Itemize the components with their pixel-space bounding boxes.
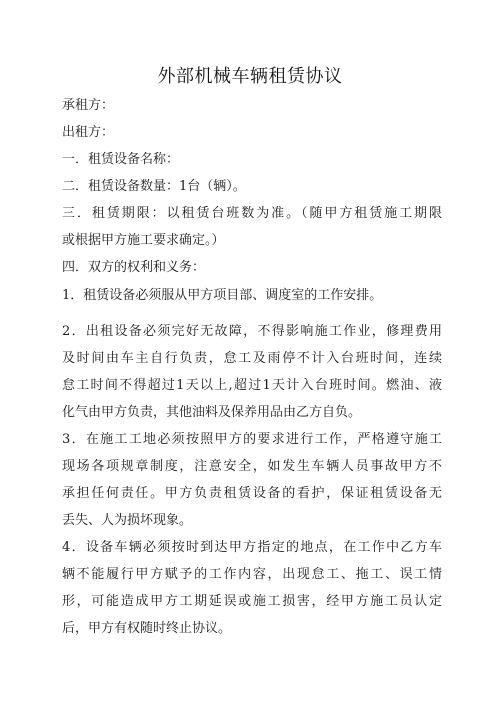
item-4-line-2: 辆不能履行甲方赋予的工作内容，出现怠工、拖工、误工情 (62, 567, 442, 582)
item-3-line-2: 现场各项规章制度，注意安全，如发生车辆人员事故甲方不 (62, 459, 442, 474)
item-2-line-2: 及时间由车主自行负责，怠工及雨停不计入台班时间，连续 (62, 351, 442, 366)
lessee-line: 承租方： (62, 98, 115, 113)
item-1-line: 1．租赁设备必须服从甲方项目部、调度室的工作安排。 (62, 288, 383, 303)
item-4-line-1: 4．设备车辆必须按时到达甲方指定的地点，在工作中乙方车 (62, 540, 442, 555)
clause-4-rights-obligations: 四．双方的权利和义务： (62, 260, 206, 275)
item-4-line-3: 形，可能造成甲方工期延误或施工损害，经甲方施工员认定 (62, 594, 442, 609)
item-2-line-1: 2．出租设备必须完好无故障，不得影响施工作业，修理费用 (62, 324, 442, 339)
clause-3-lease-term: 三．租赁期限：以租赁台班数为准。（随甲方租赁施工期限 (62, 206, 442, 221)
item-3-line-4: 丢失、人为损坏现象。 (62, 513, 193, 528)
lessor-line: 出租方： (62, 125, 115, 140)
item-4-line-4: 后，甲方有权随时终止协议。 (62, 621, 232, 636)
clause-2-equipment-quantity: 二．租赁设备数量：1台（辆）。 (62, 179, 246, 194)
document-title: 外部机械车辆租赁协议 (157, 66, 343, 87)
item-3-line-3: 承担任何责任。甲方负责租赁设备的看护，保证租赁设备无 (62, 486, 442, 501)
item-2-line-3: 怠工时间不得超过1天以上,超过1天计入台班时间。燃油、液 (62, 378, 442, 393)
item-2-line-4: 化气由甲方负责，其他油料及保养用品由乙方自负。 (62, 405, 362, 420)
clause-3-lease-term-cont: 或根据甲方施工要求确定。） (62, 233, 225, 248)
clause-1-equipment-name: 一．租赁设备名称： (62, 152, 180, 167)
item-3-line-1: 3．在施工工地必须按照甲方的要求进行工作，严格遵守施工 (62, 432, 442, 447)
